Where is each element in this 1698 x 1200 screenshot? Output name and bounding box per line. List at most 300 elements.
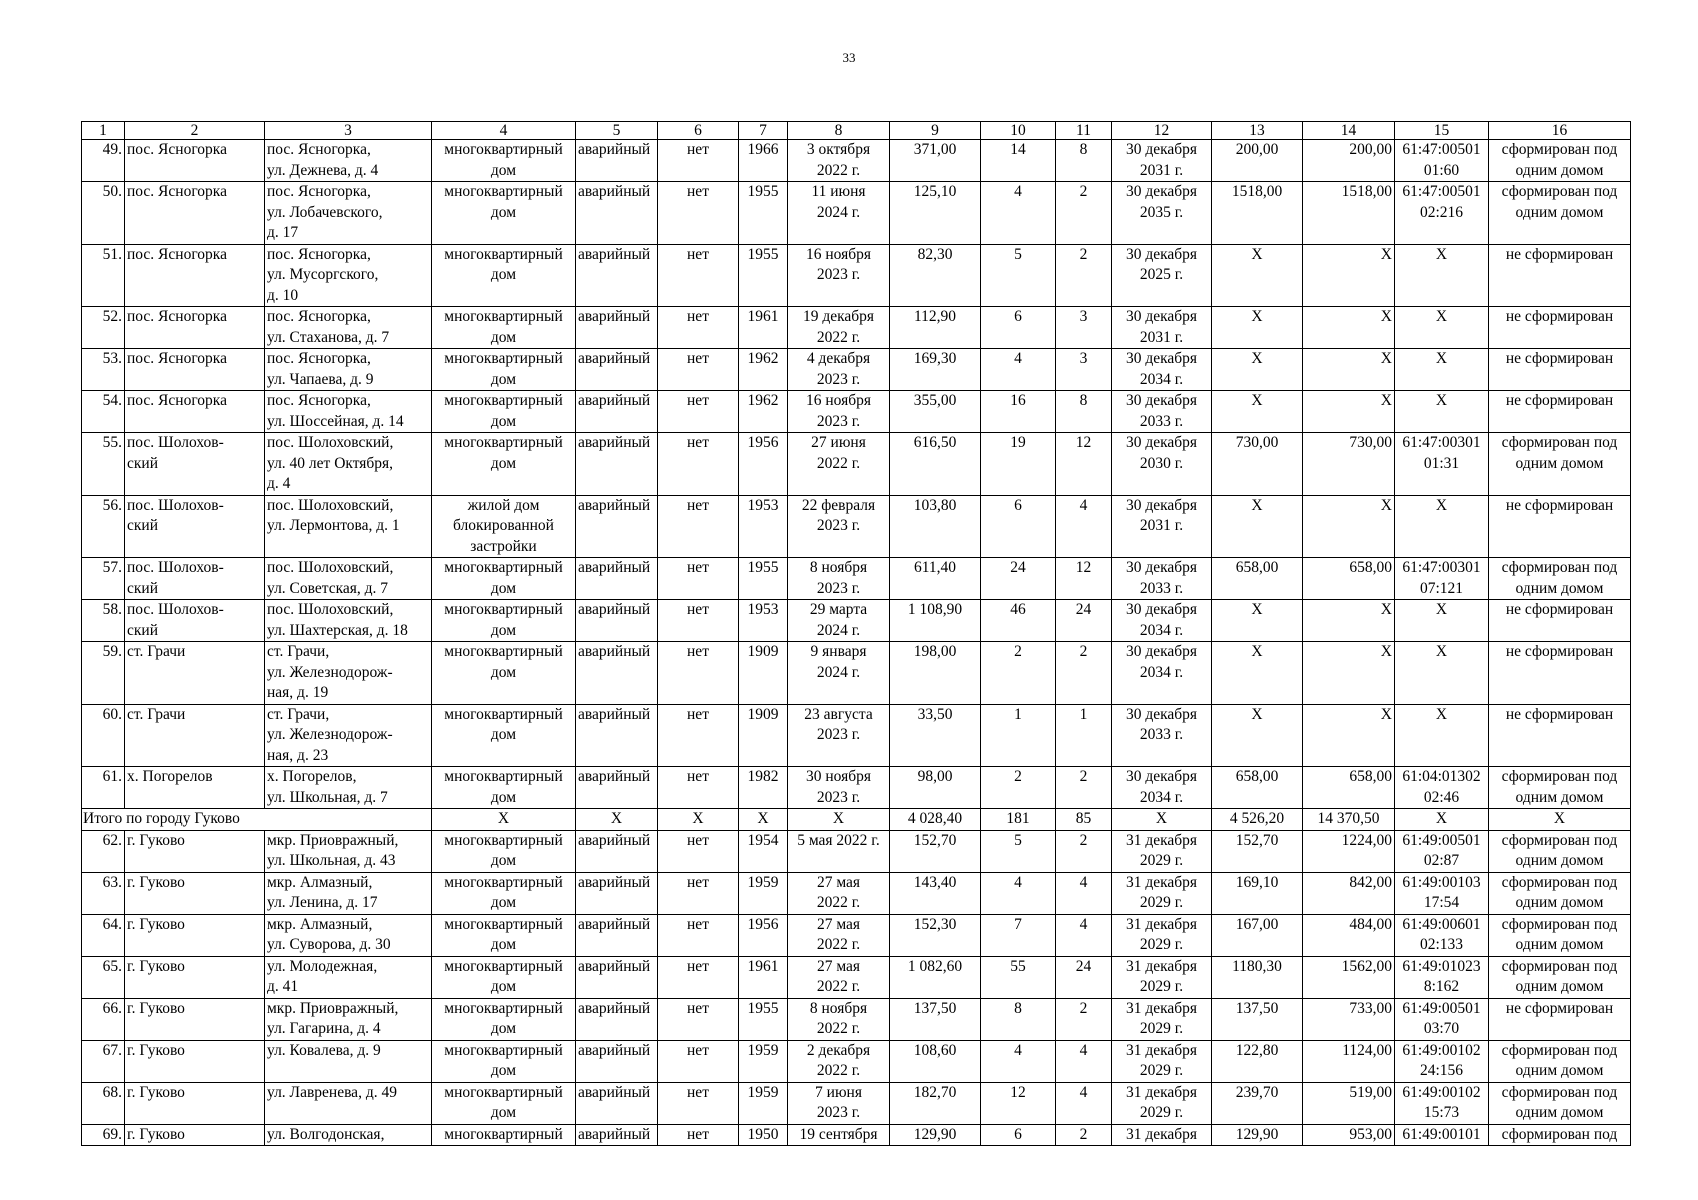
condition-cell: аварийный: [576, 307, 658, 349]
decision-date-cell: 8 ноября 2023 г.: [788, 558, 890, 600]
column-14-cell: 1518,00: [1303, 182, 1395, 245]
column-number-row: [82, 122, 1631, 140]
column-6-cell: нет: [658, 600, 739, 642]
column-11-cell: 4: [1056, 1040, 1112, 1082]
land-plot-status-cell: не сформирован: [1489, 307, 1631, 349]
column-13-cell: 137,50: [1212, 998, 1303, 1040]
column-number: 11: [1056, 122, 1112, 140]
deadline-cell: 30 декабря 2031 г.: [1112, 140, 1212, 182]
settlement-cell: г. Гуково: [125, 872, 265, 914]
column-6-cell: нет: [658, 704, 739, 767]
column-11-cell: 3: [1056, 307, 1112, 349]
table-row: [82, 1124, 1631, 1146]
building-type-cell: многоквартирный дом: [432, 1082, 576, 1124]
column-11-cell: 2: [1056, 182, 1112, 245]
column-11-cell: 12: [1056, 433, 1112, 496]
year-built-cell: 1909: [739, 704, 788, 767]
cadastral-number-cell: Х: [1395, 704, 1489, 767]
building-type-cell: многоквартирный дом: [432, 558, 576, 600]
row-number: 66.: [82, 998, 125, 1040]
column-13-cell: Х: [1212, 307, 1303, 349]
row-number: 68.: [82, 1082, 125, 1124]
column-13-cell: Х: [1212, 704, 1303, 767]
building-type-cell: многоквартирный дом: [432, 767, 576, 809]
cadastral-number-cell: 61:47:00301 07:121: [1395, 558, 1489, 600]
column-11-cell: 2: [1056, 767, 1112, 809]
table-row: [82, 600, 1631, 642]
condition-cell: аварийный: [576, 642, 658, 705]
year-built-cell: 1955: [739, 998, 788, 1040]
area-cell: 108,60: [890, 1040, 981, 1082]
column-14-cell: 519,00: [1303, 1082, 1395, 1124]
land-plot-status-cell: не сформирован: [1489, 349, 1631, 391]
column-6-cell: нет: [658, 140, 739, 182]
condition-cell: аварийный: [576, 244, 658, 307]
row-number: 58.: [82, 600, 125, 642]
settlement-cell: г. Гуково: [125, 998, 265, 1040]
condition-cell: аварийный: [576, 600, 658, 642]
decision-date-cell: 27 мая 2022 г.: [788, 914, 890, 956]
building-type-cell: многоквартирный дом: [432, 872, 576, 914]
total-row: [82, 809, 1631, 831]
decision-date-cell: 22 февраля 2023 г.: [788, 495, 890, 558]
deadline-cell: 31 декабря 2029 г.: [1112, 872, 1212, 914]
building-type-cell: многоквартирный дом: [432, 830, 576, 872]
cadastral-number-cell: 61:49:00601 02:133: [1395, 914, 1489, 956]
column-10-cell: 4: [981, 349, 1056, 391]
land-plot-status-cell: сформирован под одним домом: [1489, 767, 1631, 809]
table-row: [82, 767, 1631, 809]
column-6-cell: нет: [658, 182, 739, 245]
year-built-cell: 1956: [739, 914, 788, 956]
row-number: 62.: [82, 830, 125, 872]
cadastral-number-cell: 61:49:00102 24:156: [1395, 1040, 1489, 1082]
column-13-cell: 1518,00: [1212, 182, 1303, 245]
column-13-cell: Х: [1212, 495, 1303, 558]
area-cell: 616,50: [890, 433, 981, 496]
settlement-cell: пос. Шолохов- ский: [125, 600, 265, 642]
land-plot-status-cell: сформирован под одним домом: [1489, 433, 1631, 496]
column-6-cell: нет: [658, 391, 739, 433]
column-14-cell: 200,00: [1303, 140, 1395, 182]
address-cell: пос. Шолоховский, ул. Советская, д. 7: [265, 558, 432, 600]
table-row: [82, 495, 1631, 558]
year-built-cell: 1955: [739, 244, 788, 307]
total-cell: 4 526,20: [1212, 809, 1303, 831]
deadline-cell: 30 декабря 2035 г.: [1112, 182, 1212, 245]
column-14-cell: 1124,00: [1303, 1040, 1395, 1082]
decision-date-cell: 16 ноября 2023 г.: [788, 244, 890, 307]
condition-cell: аварийный: [576, 1082, 658, 1124]
column-6-cell: нет: [658, 998, 739, 1040]
settlement-cell: ст. Грачи: [125, 704, 265, 767]
cadastral-number-cell: 61:47:00501 01:60: [1395, 140, 1489, 182]
decision-date-cell: 23 августа 2023 г.: [788, 704, 890, 767]
column-number: 2: [125, 122, 265, 140]
cadastral-number-cell: 61:49:00103 17:54: [1395, 872, 1489, 914]
column-number: 13: [1212, 122, 1303, 140]
table-row: [82, 872, 1631, 914]
condition-cell: аварийный: [576, 704, 658, 767]
land-plot-status-cell: не сформирован: [1489, 642, 1631, 705]
column-10-cell: 7: [981, 914, 1056, 956]
column-10-cell: 4: [981, 182, 1056, 245]
deadline-cell: 30 декабря 2033 г.: [1112, 558, 1212, 600]
year-built-cell: 1953: [739, 495, 788, 558]
address-cell: ул. Волгодонская,: [265, 1124, 432, 1146]
decision-date-cell: 3 октября 2022 г.: [788, 140, 890, 182]
settlement-cell: пос. Ясногорка: [125, 244, 265, 307]
column-11-cell: 4: [1056, 914, 1112, 956]
row-number: 51.: [82, 244, 125, 307]
decision-date-cell: 8 ноября 2022 г.: [788, 998, 890, 1040]
address-cell: мкр. Алмазный, ул. Ленина, д. 17: [265, 872, 432, 914]
total-cell: Х: [576, 809, 658, 831]
deadline-cell: 30 декабря 2034 г.: [1112, 600, 1212, 642]
address-cell: мкр. Приовражный, ул. Школьная, д. 43: [265, 830, 432, 872]
column-6-cell: нет: [658, 914, 739, 956]
row-number: 67.: [82, 1040, 125, 1082]
column-10-cell: 16: [981, 391, 1056, 433]
total-cell: Х: [1112, 809, 1212, 831]
condition-cell: аварийный: [576, 433, 658, 496]
year-built-cell: 1953: [739, 600, 788, 642]
column-10-cell: 8: [981, 998, 1056, 1040]
column-14-cell: 1224,00: [1303, 830, 1395, 872]
decision-date-cell: 27 июня 2022 г.: [788, 433, 890, 496]
column-11-cell: 2: [1056, 1124, 1112, 1146]
decision-date-cell: 27 мая 2022 г.: [788, 956, 890, 998]
column-number: 9: [890, 122, 981, 140]
total-cell: 4 028,40: [890, 809, 981, 831]
area-cell: 125,10: [890, 182, 981, 245]
building-type-cell: многоквартирный дом: [432, 182, 576, 245]
column-10-cell: 4: [981, 1040, 1056, 1082]
year-built-cell: 1909: [739, 642, 788, 705]
cadastral-number-cell: 61:49:00501 03:70: [1395, 998, 1489, 1040]
building-type-cell: многоквартирный дом: [432, 914, 576, 956]
row-number: 53.: [82, 349, 125, 391]
building-type-cell: многоквартирный дом: [432, 600, 576, 642]
table-row: [82, 307, 1631, 349]
land-plot-status-cell: не сформирован: [1489, 244, 1631, 307]
address-cell: мкр. Алмазный, ул. Суворова, д. 30: [265, 914, 432, 956]
deadline-cell: 30 декабря 2031 г.: [1112, 307, 1212, 349]
table-row: [82, 830, 1631, 872]
address-cell: ст. Грачи, ул. Железнодорож- ная, д. 23: [265, 704, 432, 767]
column-number: 12: [1112, 122, 1212, 140]
area-cell: 82,30: [890, 244, 981, 307]
column-number: 16: [1489, 122, 1631, 140]
total-cell: Х: [1489, 809, 1631, 831]
address-cell: х. Погорелов, ул. Школьная, д. 7: [265, 767, 432, 809]
column-11-cell: 1: [1056, 704, 1112, 767]
condition-cell: аварийный: [576, 872, 658, 914]
table-body: [82, 122, 1631, 1146]
deadline-cell: 30 декабря 2031 г.: [1112, 495, 1212, 558]
total-label: Итого по городу Гуково: [82, 809, 432, 831]
page-number: 33: [842, 50, 856, 65]
table-row: [82, 1082, 1631, 1124]
land-plot-status-cell: сформирован под одним домом: [1489, 1082, 1631, 1124]
column-number: 5: [576, 122, 658, 140]
address-cell: ул. Ковалева, д. 9: [265, 1040, 432, 1082]
column-14-cell: 842,00: [1303, 872, 1395, 914]
table-row: [82, 558, 1631, 600]
column-10-cell: 5: [981, 244, 1056, 307]
condition-cell: аварийный: [576, 495, 658, 558]
year-built-cell: 1955: [739, 558, 788, 600]
building-type-cell: многоквартирный дом: [432, 642, 576, 705]
deadline-cell: 31 декабря: [1112, 1124, 1212, 1146]
column-10-cell: 2: [981, 767, 1056, 809]
column-10-cell: 46: [981, 600, 1056, 642]
area-cell: 169,30: [890, 349, 981, 391]
column-11-cell: 8: [1056, 140, 1112, 182]
building-type-cell: многоквартирный дом: [432, 956, 576, 998]
cadastral-number-cell: Х: [1395, 391, 1489, 433]
column-11-cell: 8: [1056, 391, 1112, 433]
cadastral-number-cell: Х: [1395, 244, 1489, 307]
column-11-cell: 2: [1056, 244, 1112, 307]
column-13-cell: 129,90: [1212, 1124, 1303, 1146]
land-plot-status-cell: сформирован под одним домом: [1489, 830, 1631, 872]
column-11-cell: 2: [1056, 830, 1112, 872]
table-row: [82, 1040, 1631, 1082]
area-cell: 198,00: [890, 642, 981, 705]
area-cell: 152,70: [890, 830, 981, 872]
column-11-cell: 4: [1056, 872, 1112, 914]
building-type-cell: многоквартирный дом: [432, 391, 576, 433]
condition-cell: аварийный: [576, 391, 658, 433]
column-6-cell: нет: [658, 244, 739, 307]
address-cell: пос. Шолоховский, ул. Лермонтова, д. 1: [265, 495, 432, 558]
building-type-cell: многоквартирный: [432, 1124, 576, 1146]
settlement-cell: пос. Ясногорка: [125, 140, 265, 182]
condition-cell: аварийный: [576, 956, 658, 998]
settlement-cell: пос. Ясногорка: [125, 307, 265, 349]
column-number: 6: [658, 122, 739, 140]
column-10-cell: 55: [981, 956, 1056, 998]
column-6-cell: нет: [658, 830, 739, 872]
column-6-cell: нет: [658, 642, 739, 705]
column-6-cell: нет: [658, 872, 739, 914]
deadline-cell: 31 декабря 2029 г.: [1112, 1082, 1212, 1124]
land-plot-status-cell: не сформирован: [1489, 391, 1631, 433]
column-6-cell: нет: [658, 558, 739, 600]
total-cell: Х: [1395, 809, 1489, 831]
cadastral-number-cell: Х: [1395, 600, 1489, 642]
column-13-cell: 169,10: [1212, 872, 1303, 914]
decision-date-cell: 4 декабря 2023 г.: [788, 349, 890, 391]
column-14-cell: Х: [1303, 495, 1395, 558]
address-cell: мкр. Приовражный, ул. Гагарина, д. 4: [265, 998, 432, 1040]
total-cell: 85: [1056, 809, 1112, 831]
column-6-cell: нет: [658, 956, 739, 998]
column-14-cell: Х: [1303, 704, 1395, 767]
column-number: 10: [981, 122, 1056, 140]
column-6-cell: нет: [658, 433, 739, 496]
address-cell: ул. Лавренева, д. 49: [265, 1082, 432, 1124]
condition-cell: аварийный: [576, 182, 658, 245]
row-number: 65.: [82, 956, 125, 998]
area-cell: 355,00: [890, 391, 981, 433]
decision-date-cell: 16 ноября 2023 г.: [788, 391, 890, 433]
settlement-cell: г. Гуково: [125, 956, 265, 998]
row-number: 52.: [82, 307, 125, 349]
column-13-cell: 730,00: [1212, 433, 1303, 496]
row-number: 54.: [82, 391, 125, 433]
deadline-cell: 30 декабря 2030 г.: [1112, 433, 1212, 496]
column-10-cell: 1: [981, 704, 1056, 767]
land-plot-status-cell: сформирован под одним домом: [1489, 182, 1631, 245]
area-cell: 152,30: [890, 914, 981, 956]
column-14-cell: 658,00: [1303, 558, 1395, 600]
year-built-cell: 1966: [739, 140, 788, 182]
column-10-cell: 14: [981, 140, 1056, 182]
decision-date-cell: 30 ноября 2023 г.: [788, 767, 890, 809]
cadastral-number-cell: Х: [1395, 642, 1489, 705]
row-number: 50.: [82, 182, 125, 245]
deadline-cell: 31 декабря 2029 г.: [1112, 914, 1212, 956]
building-type-cell: жилой дом блокированной застройки: [432, 495, 576, 558]
column-13-cell: Х: [1212, 642, 1303, 705]
column-6-cell: нет: [658, 1040, 739, 1082]
area-cell: 112,90: [890, 307, 981, 349]
address-cell: пос. Ясногорка, ул. Чапаева, д. 9: [265, 349, 432, 391]
address-cell: ул. Молодежная, д. 41: [265, 956, 432, 998]
column-14-cell: Х: [1303, 349, 1395, 391]
settlement-cell: ст. Грачи: [125, 642, 265, 705]
area-cell: 98,00: [890, 767, 981, 809]
total-cell: Х: [658, 809, 739, 831]
land-plot-status-cell: не сформирован: [1489, 600, 1631, 642]
year-built-cell: 1959: [739, 1082, 788, 1124]
row-number: 63.: [82, 872, 125, 914]
row-number: 59.: [82, 642, 125, 705]
condition-cell: аварийный: [576, 1124, 658, 1146]
address-cell: пос. Ясногорка, ул. Лобачевского, д. 17: [265, 182, 432, 245]
cadastral-number-cell: Х: [1395, 307, 1489, 349]
deadline-cell: 30 декабря 2034 г.: [1112, 642, 1212, 705]
decision-date-cell: 19 декабря 2022 г.: [788, 307, 890, 349]
table-row: [82, 956, 1631, 998]
land-plot-status-cell: сформирован под: [1489, 1124, 1631, 1146]
year-built-cell: 1982: [739, 767, 788, 809]
column-10-cell: 2: [981, 642, 1056, 705]
column-11-cell: 2: [1056, 642, 1112, 705]
address-cell: пос. Шолоховский, ул. 40 лет Октября, д. 4: [265, 433, 432, 496]
area-cell: 103,80: [890, 495, 981, 558]
column-14-cell: 953,00: [1303, 1124, 1395, 1146]
column-13-cell: 658,00: [1212, 767, 1303, 809]
year-built-cell: 1956: [739, 433, 788, 496]
condition-cell: аварийный: [576, 1040, 658, 1082]
column-10-cell: 4: [981, 872, 1056, 914]
decision-date-cell: 27 мая 2022 г.: [788, 872, 890, 914]
cadastral-number-cell: 61:47:00301 01:31: [1395, 433, 1489, 496]
condition-cell: аварийный: [576, 349, 658, 391]
row-number: 49.: [82, 140, 125, 182]
cadastral-number-cell: 61:04:01302 02:46: [1395, 767, 1489, 809]
cadastral-number-cell: 61:49:00101: [1395, 1124, 1489, 1146]
column-14-cell: 730,00: [1303, 433, 1395, 496]
row-number: 55.: [82, 433, 125, 496]
building-type-cell: многоквартирный дом: [432, 998, 576, 1040]
deadline-cell: 31 декабря 2029 г.: [1112, 1040, 1212, 1082]
column-number: 8: [788, 122, 890, 140]
settlement-cell: пос. Шолохов- ский: [125, 558, 265, 600]
building-type-cell: многоквартирный дом: [432, 349, 576, 391]
land-plot-status-cell: не сформирован: [1489, 704, 1631, 767]
year-built-cell: 1950: [739, 1124, 788, 1146]
column-13-cell: 122,80: [1212, 1040, 1303, 1082]
decision-date-cell: 19 сентября: [788, 1124, 890, 1146]
area-cell: 137,50: [890, 998, 981, 1040]
settlement-cell: г. Гуково: [125, 914, 265, 956]
column-11-cell: 3: [1056, 349, 1112, 391]
column-10-cell: 12: [981, 1082, 1056, 1124]
column-13-cell: 239,70: [1212, 1082, 1303, 1124]
settlement-cell: г. Гуково: [125, 830, 265, 872]
land-plot-status-cell: сформирован под одним домом: [1489, 140, 1631, 182]
row-number: 61.: [82, 767, 125, 809]
column-6-cell: нет: [658, 767, 739, 809]
column-10-cell: 24: [981, 558, 1056, 600]
column-13-cell: 167,00: [1212, 914, 1303, 956]
settlement-cell: пос. Шолохов- ский: [125, 495, 265, 558]
building-type-cell: многоквартирный дом: [432, 307, 576, 349]
column-11-cell: 4: [1056, 495, 1112, 558]
column-6-cell: нет: [658, 1124, 739, 1146]
column-number: 3: [265, 122, 432, 140]
column-11-cell: 24: [1056, 600, 1112, 642]
table-row: [82, 998, 1631, 1040]
settlement-cell: пос. Шолохов- ский: [125, 433, 265, 496]
settlement-cell: г. Гуково: [125, 1124, 265, 1146]
total-cell: Х: [432, 809, 576, 831]
condition-cell: аварийный: [576, 140, 658, 182]
table-row: [82, 433, 1631, 496]
column-10-cell: 6: [981, 307, 1056, 349]
column-11-cell: 12: [1056, 558, 1112, 600]
deadline-cell: 31 декабря 2029 г.: [1112, 998, 1212, 1040]
column-13-cell: Х: [1212, 391, 1303, 433]
deadline-cell: 31 декабря 2029 г.: [1112, 956, 1212, 998]
column-13-cell: 200,00: [1212, 140, 1303, 182]
table-row: [82, 244, 1631, 307]
deadline-cell: 30 декабря 2025 г.: [1112, 244, 1212, 307]
deadline-cell: 30 декабря 2033 г.: [1112, 704, 1212, 767]
column-14-cell: Х: [1303, 600, 1395, 642]
land-plot-status-cell: сформирован под одним домом: [1489, 956, 1631, 998]
decision-date-cell: 7 июня 2023 г.: [788, 1082, 890, 1124]
area-cell: 1 082,60: [890, 956, 981, 998]
building-type-cell: многоквартирный дом: [432, 1040, 576, 1082]
column-14-cell: 484,00: [1303, 914, 1395, 956]
address-cell: пос. Ясногорка, ул. Дежнева, д. 4: [265, 140, 432, 182]
settlement-cell: х. Погорелов: [125, 767, 265, 809]
row-number: 60.: [82, 704, 125, 767]
total-cell: 14 370,50: [1303, 809, 1395, 831]
column-6-cell: нет: [658, 1082, 739, 1124]
column-13-cell: 1180,30: [1212, 956, 1303, 998]
deadline-cell: 30 декабря 2034 г.: [1112, 767, 1212, 809]
column-number: 15: [1395, 122, 1489, 140]
column-11-cell: 24: [1056, 956, 1112, 998]
building-type-cell: многоквартирный дом: [432, 244, 576, 307]
decision-date-cell: 5 мая 2022 г.: [788, 830, 890, 872]
